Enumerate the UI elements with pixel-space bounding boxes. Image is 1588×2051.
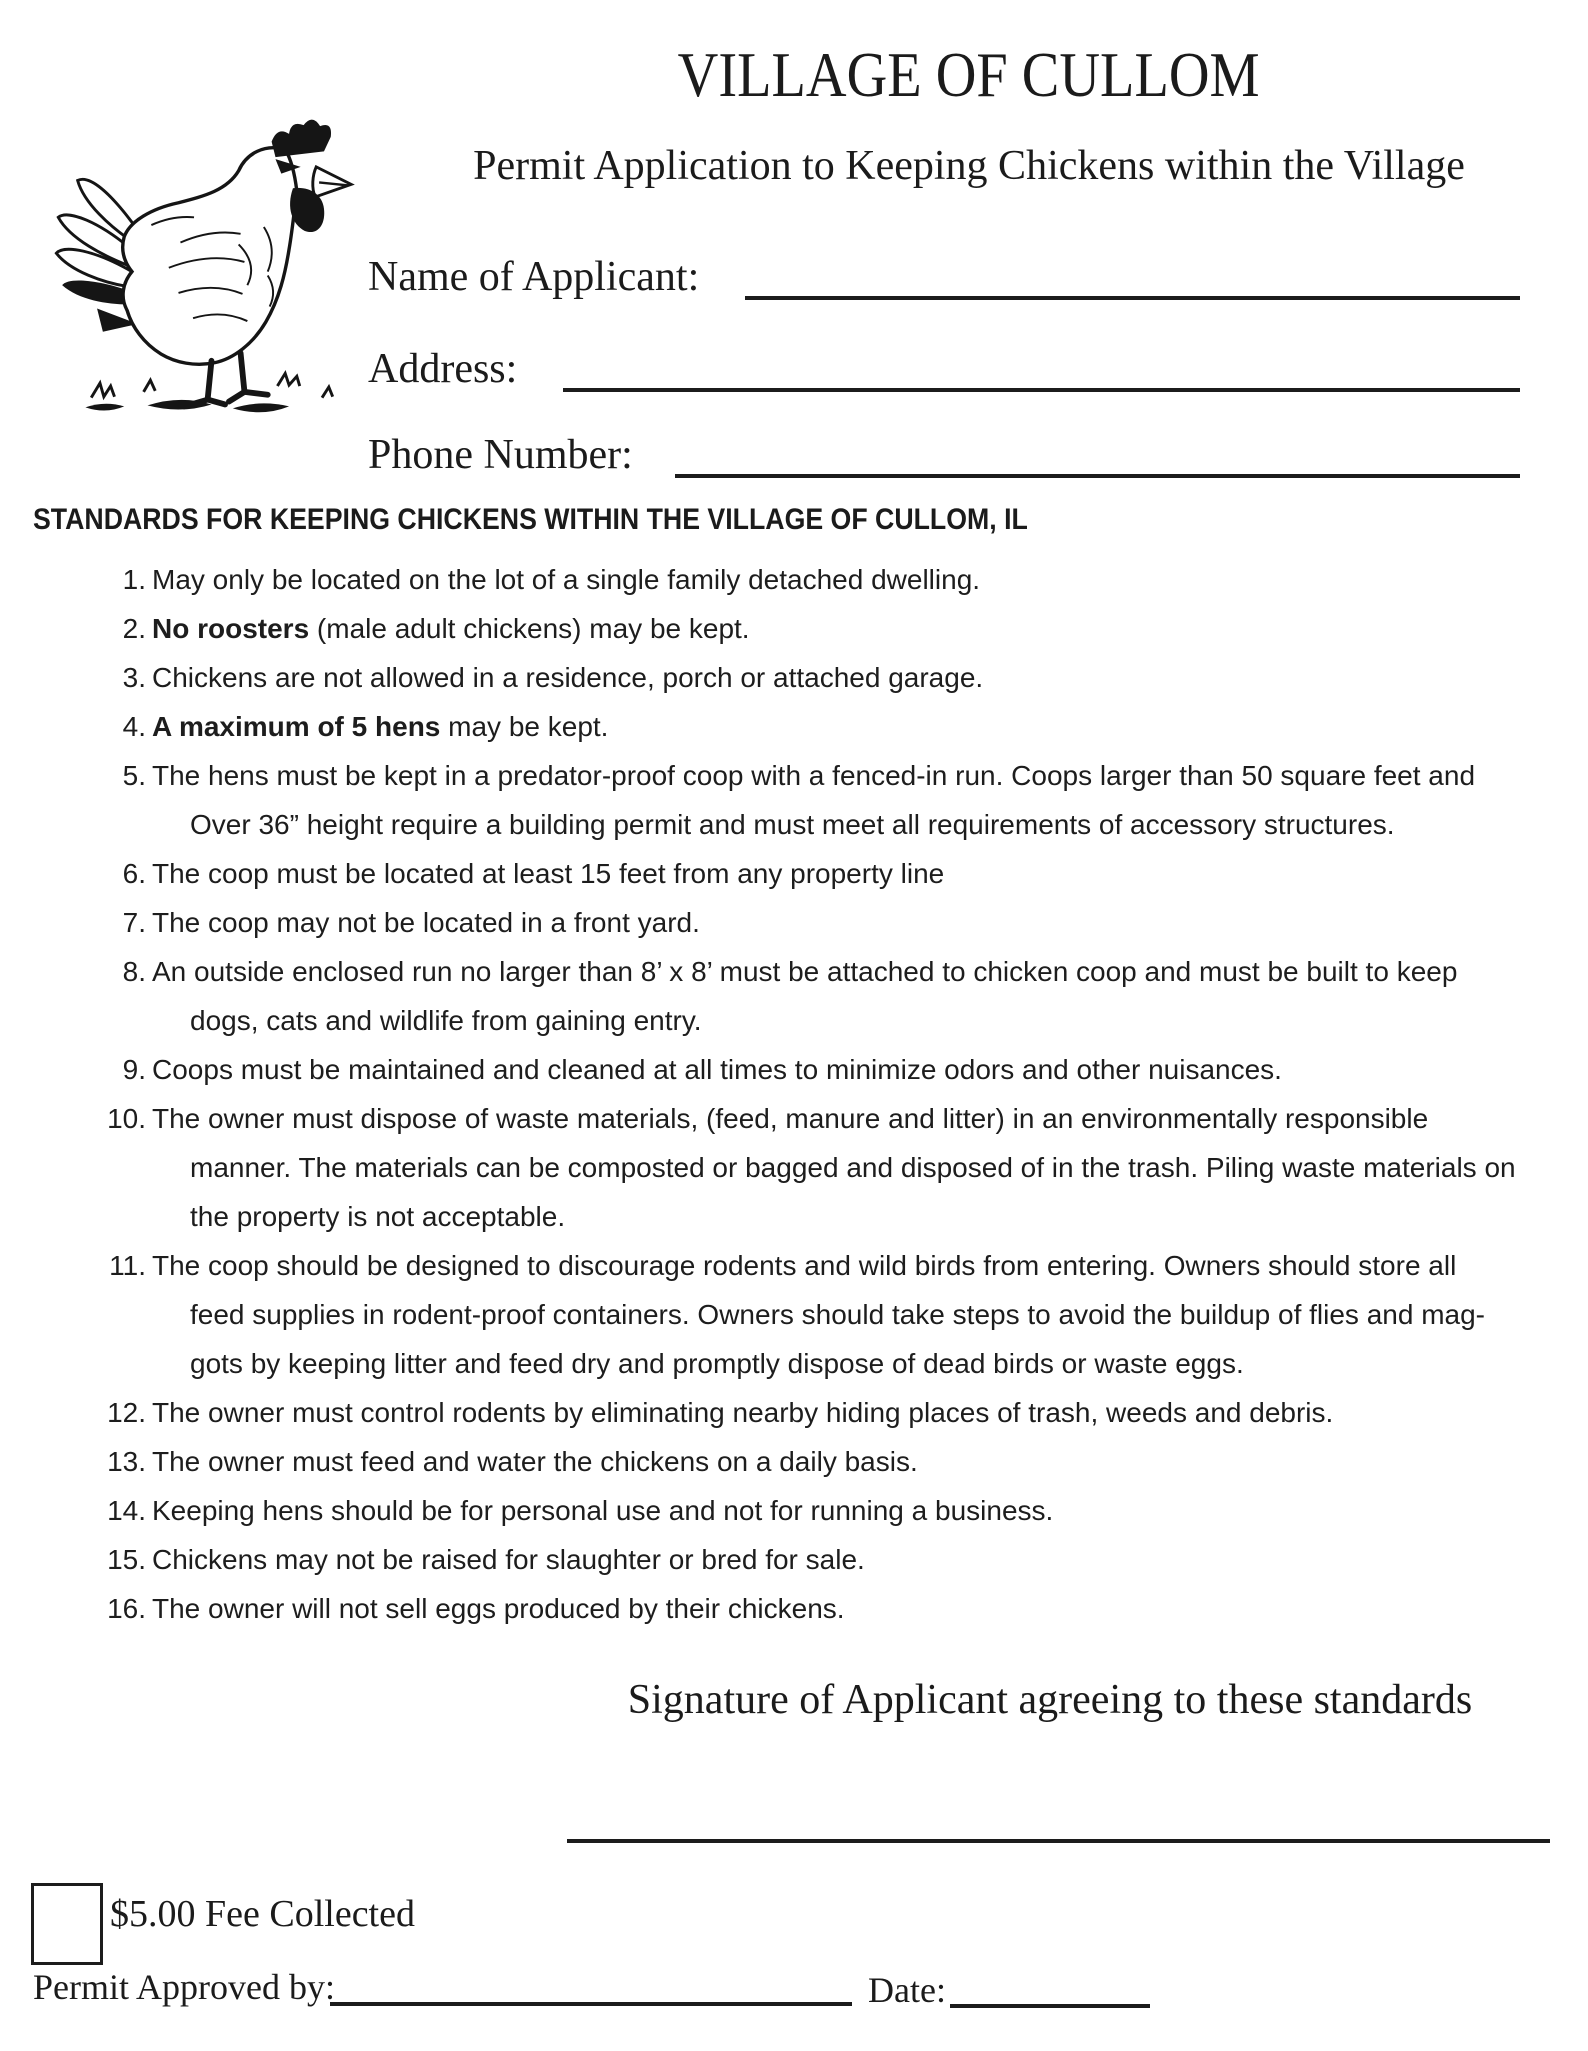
standards-item-continuation: manner. The materials can be composted or bagged and disposed of in the trash. Piling waste materials on xyxy=(190,1152,1516,1183)
standards-item-number: 6. xyxy=(122,858,146,889)
standards-item xyxy=(0,555,1580,604)
standards-item-number: 3. xyxy=(122,662,146,693)
standards-item-line: 4. A maximum of 5 hens may be kept. xyxy=(0,702,1580,751)
standards-item-line: 3. Chickens are not allowed in a residence, porch or attached garage. xyxy=(0,653,1580,702)
standards-item-line: 6. The coop must be located at least 15 feet from any property line xyxy=(0,849,1580,898)
standards-item-line: 7. The coop may not be located in a front yard. xyxy=(0,898,1580,947)
permit-approved-by-label: Permit Approved by: xyxy=(33,1967,335,2007)
date-line[interactable] xyxy=(950,2004,1150,2008)
standards-item xyxy=(0,898,1580,947)
page-subtitle: Permit Application to Keeping Chickens within the Village xyxy=(473,143,1465,189)
standards-item-number: 11. xyxy=(109,1250,146,1281)
standards-item-number: 7. xyxy=(122,907,146,938)
standards-item-number: 5. xyxy=(122,760,146,791)
phone-input-line[interactable] xyxy=(675,474,1520,478)
standards-item-line: 15. Chickens may not be raised for slaughter or bred for sale. xyxy=(0,1535,1580,1584)
standards-item-number: 15. xyxy=(107,1544,146,1575)
standards-item-line: 2. No roosters (male adult chickens) may be kept. xyxy=(0,604,1580,653)
chicken-icon xyxy=(35,96,355,422)
standards-item-number: 9. xyxy=(122,1054,146,1085)
standards-item-number: 16. xyxy=(107,1593,146,1624)
standards-item-continuation: gots by keeping litter and feed dry and promptly dispose of dead birds or waste eggs. xyxy=(190,1348,1244,1379)
address-input-line[interactable] xyxy=(563,388,1520,392)
signature-caption: Signature of Applicant agreeing to these standards xyxy=(627,1677,1473,1723)
phone-number-label: Phone Number: xyxy=(368,432,633,478)
standards-item-number: 13. xyxy=(107,1446,146,1477)
standards-item-line: 10. The owner must dispose of waste materials, (feed, manure and litter) in an environmentally responsible xyxy=(0,1094,1580,1143)
standards-item-line: 13. The owner must feed and water the chickens on a daily basis. xyxy=(0,1437,1580,1486)
standards-list xyxy=(0,555,1580,1633)
standards-item xyxy=(0,1241,1580,1388)
standards-item-line: 9. Coops must be maintained and cleaned at all times to minimize odors and other nuisances. xyxy=(0,1045,1580,1094)
standards-item xyxy=(0,1437,1580,1486)
name-input-line[interactable] xyxy=(745,296,1520,300)
standards-item xyxy=(0,1388,1580,1437)
standards-item-number: 2. xyxy=(122,613,146,644)
standards-item xyxy=(0,1535,1580,1584)
standards-item-number: 12. xyxy=(107,1397,146,1428)
fee-collected-label: $5.00 Fee Collected xyxy=(110,1893,415,1935)
page-title: VILLAGE OF CULLOM xyxy=(678,39,1260,110)
standards-item-line: 5. The hens must be kept in a predator-proof coop with a fenced-in run. Coops larger than 50 square feet and xyxy=(0,751,1580,800)
standards-heading: STANDARDS FOR KEEPING CHICKENS WITHIN THE VILLAGE OF CULLOM, IL xyxy=(33,503,1028,536)
standards-item-number: 1. xyxy=(122,564,146,595)
permit-approved-by-line[interactable] xyxy=(330,2002,852,2006)
standards-item xyxy=(0,1584,1580,1633)
standards-item-continuation: Over 36” height require a building permit and must meet all requirements of accessory structures. xyxy=(190,809,1395,840)
standards-item-number: 4. xyxy=(122,711,146,742)
standards-item-line: 11. The coop should be designed to discourage rodents and wild birds from entering. Owners should store all xyxy=(0,1241,1580,1290)
standards-item-continuation: the property is not acceptable. xyxy=(190,1201,566,1232)
standards-item-number: 14. xyxy=(107,1495,146,1526)
standards-item xyxy=(0,1045,1580,1094)
standards-item xyxy=(0,947,1580,1045)
standards-item xyxy=(0,1094,1580,1241)
standards-item xyxy=(0,751,1580,849)
signature-line[interactable] xyxy=(567,1839,1550,1843)
address-label: Address: xyxy=(368,346,518,392)
name-of-applicant-label: Name of Applicant: xyxy=(368,254,700,300)
standards-item-line: 8. An outside enclosed run no larger than 8’ x 8’ must be attached to chicken coop and must be built to keep xyxy=(0,947,1580,996)
standards-item-line: 16. The owner will not sell eggs produced by their chickens. xyxy=(0,1584,1580,1633)
standards-item-line: 12. The owner must control rodents by eliminating nearby hiding places of trash, weeds and debris. xyxy=(0,1388,1580,1437)
standards-item xyxy=(0,849,1580,898)
date-label: Date: xyxy=(868,1970,946,2010)
standards-item xyxy=(0,604,1580,653)
fee-collected-checkbox[interactable] xyxy=(31,1883,103,1965)
standards-item-number: 10. xyxy=(107,1103,146,1134)
standards-item xyxy=(0,702,1580,751)
standards-item-line: 1. May only be located on the lot of a single family detached dwelling. xyxy=(0,555,1580,604)
standards-item-number: 8. xyxy=(122,956,146,987)
standards-item-continuation: feed supplies in rodent-proof containers. Owners should take steps to avoid the buildup of flies and mag- xyxy=(190,1299,1485,1330)
standards-item xyxy=(0,1486,1580,1535)
standards-item xyxy=(0,653,1580,702)
standards-item-line: 14. Keeping hens should be for personal use and not for running a business. xyxy=(0,1486,1580,1535)
standards-item-continuation: dogs, cats and wildlife from gaining entry. xyxy=(190,1005,702,1036)
